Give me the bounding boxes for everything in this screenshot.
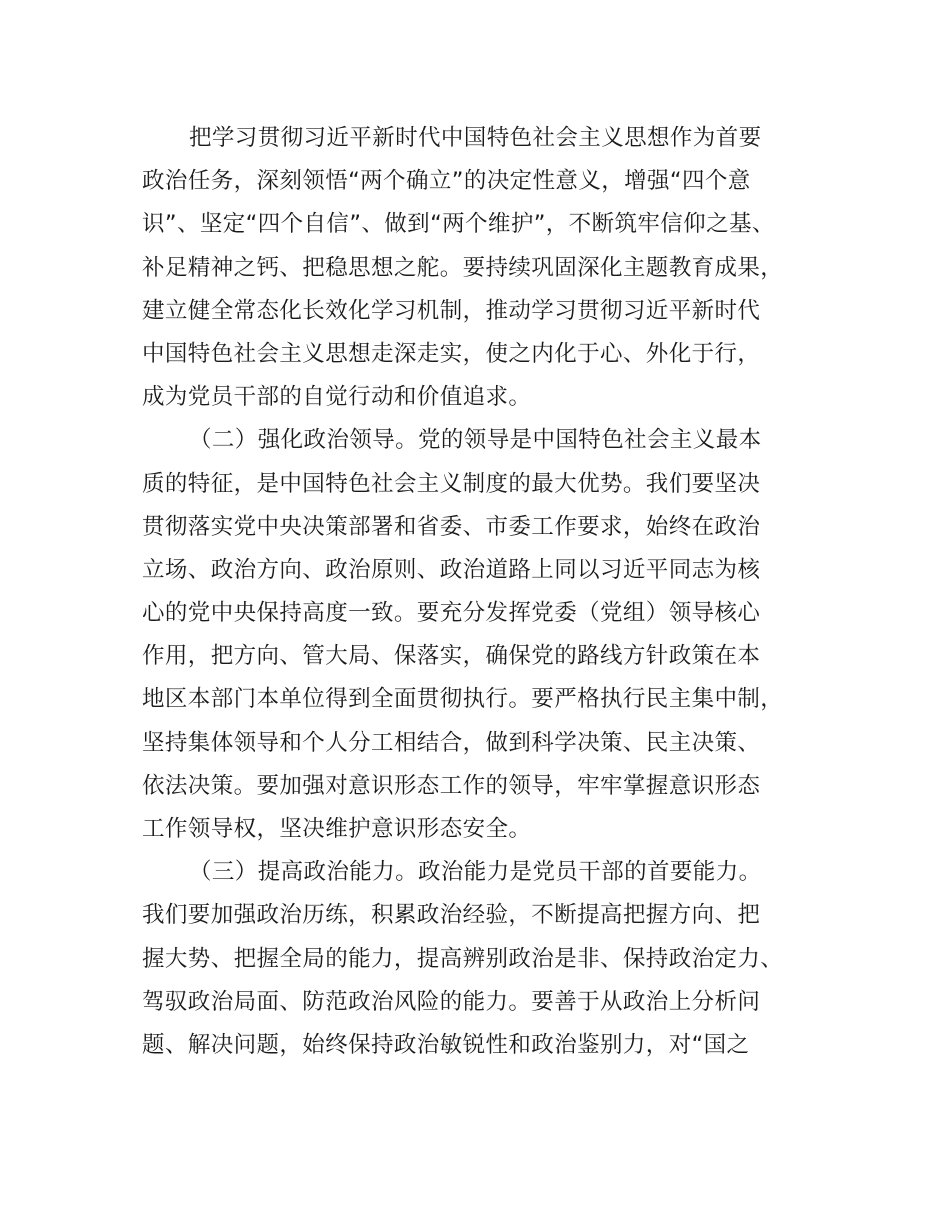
paragraph-2-line-8: 坚持集体领导和个人分工相结合，做到科学决策、民主决策、 xyxy=(142,729,761,756)
paragraph-1-line-7: 成为党员干部的自觉行动和价值追求。 xyxy=(142,384,532,411)
paragraph-2-line-7: 地区本部门本单位得到全面贯彻执行。要严格执行民主集中制， xyxy=(142,686,784,713)
paragraph-2-line-5: 心的党中央保持高度一致。要充分发挥党委（党组）领导核心 xyxy=(142,600,761,627)
paragraph-2-line-3: 贯彻落实党中央决策部署和省委、市委工作要求，始终在政治 xyxy=(142,513,761,540)
paragraph-2-line-2: 质的特征，是中国特色社会主义制度的最大优势。我们要坚决 xyxy=(142,470,761,497)
paragraph-1-line-1: 把学习贯彻习近平新时代中国特色社会主义思想作为首要 xyxy=(189,125,762,151)
paragraph-2-line-1: （二）强化政治领导。党的领导是中国特色社会主义最本 xyxy=(189,427,762,454)
paragraph-1-line-6: 中国特色社会主义思想走深走实，使之内化于心、外化于行， xyxy=(142,340,761,367)
paragraph-1-line-5: 建立健全常态化长效化学习机制，推动学习贯彻习近平新时代 xyxy=(142,297,761,324)
paragraph-2-line-4: 立场、政治方向、政治原则、政治道路上同以习近平同志为核 xyxy=(142,556,761,583)
paragraph-2-line-10: 工作领导权，坚决维护意识形态安全。 xyxy=(142,816,532,842)
paragraph-3-line-3: 握大势、把握全局的能力，提高辨别政治是非、保持政治定力、 xyxy=(142,945,784,972)
paragraph-1-line-2: 政治任务，深刻领悟“两个确立”的决定性意义，增强“四个意 xyxy=(142,168,751,195)
paragraph-2-line-6: 作用，把方向、管大局、保落实，确保党的路线方针政策在本 xyxy=(142,643,761,670)
paragraph-1-line-3: 识”、坚定“四个自信”、做到“两个维护”，不断筑牢信仰之基、 xyxy=(142,211,775,238)
paragraph-3-line-1: （三）提高政治能力。政治能力是党员干部的首要能力。 xyxy=(189,859,762,886)
paragraph-3-line-2: 我们要加强政治历练，积累政治经验，不断提高把握方向、把 xyxy=(142,902,761,929)
paragraph-2-line-9: 依法决策。要加强对意识形态工作的领导，牢牢掌握意识形态 xyxy=(142,772,761,799)
paragraph-3-line-4: 驾驭政治局面、防范政治风险的能力。要善于从政治上分析问 xyxy=(142,988,761,1015)
document-body xyxy=(142,117,832,1067)
paragraph-1-line-4: 补足精神之钙、把稳思想之舵。要持续巩固深化主题教育成果， xyxy=(142,254,784,281)
paragraph-3-line-5: 题、解决问题，始终保持政治敏锐性和政治鉴别力，对“国之 xyxy=(142,1031,750,1058)
